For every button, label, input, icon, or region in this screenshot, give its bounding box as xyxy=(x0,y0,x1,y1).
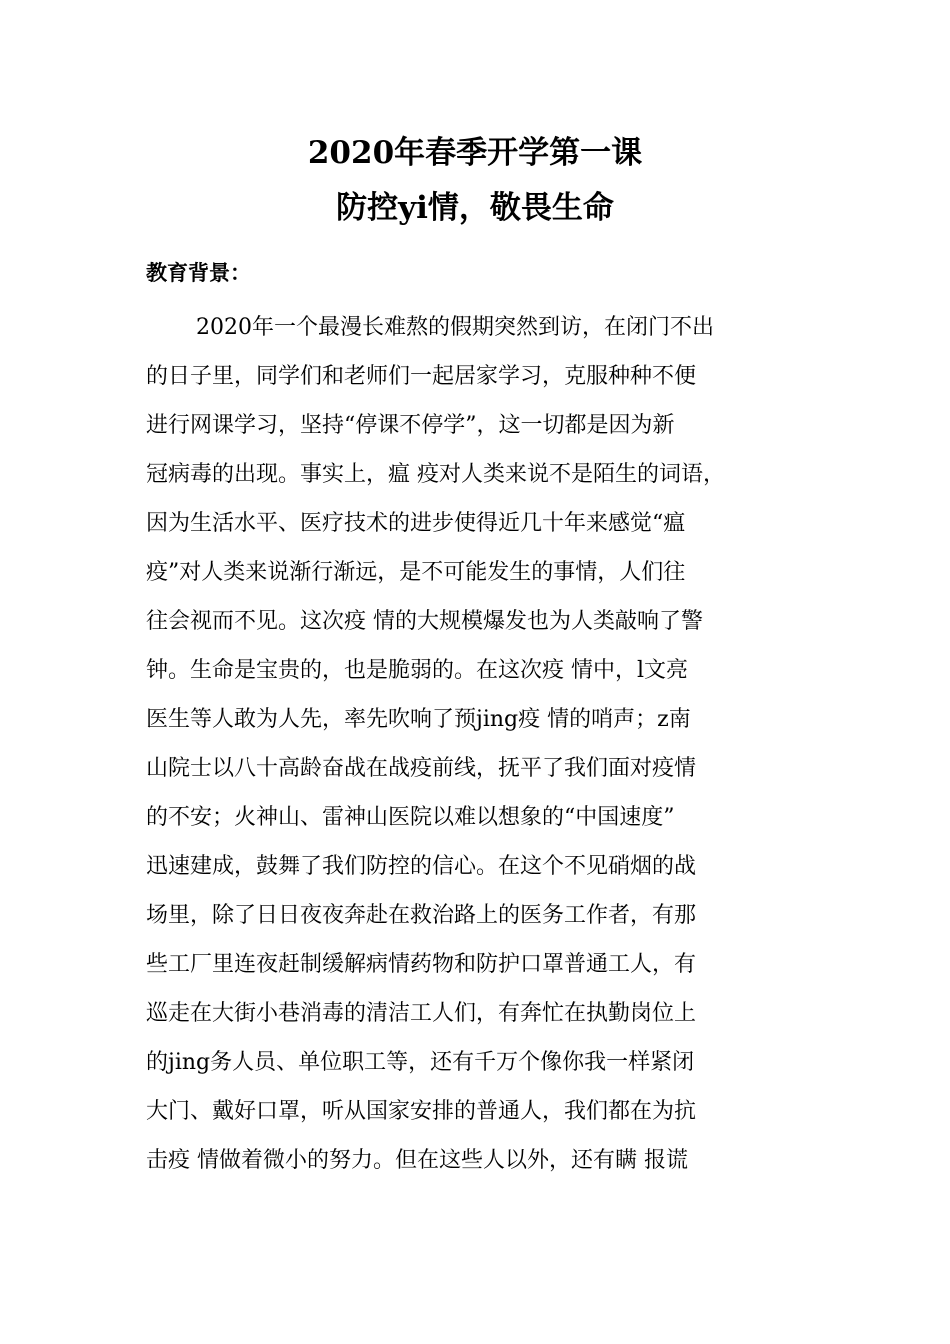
paragraph-line: 场里，除了日日夜夜奔赴在救治路上的医务工作者，有那 xyxy=(146,903,697,928)
paragraph-line: 医生等人敢为人先，率先吹响了预jing疫 情的哨声；z南 xyxy=(146,707,691,732)
paragraph-line: 的不安；火神山、雷神山医院以难以想象的“中国速度” xyxy=(146,805,675,830)
document-title: 2020年春季开学第一课 xyxy=(307,135,643,171)
paragraph-line: 钟。生命是宝贵的，也是脆弱的。在这次疫 情中，l文亮 xyxy=(146,658,689,683)
paragraph-line: 的日子里，同学们和老师们一起居家学习，克服种种不便 xyxy=(146,364,697,389)
paragraph-line: 往会视而不见。这次疫 情的大规模爆发也为人类敲响了警 xyxy=(146,609,703,634)
paragraph-line: 巡走在大街小巷消毒的清洁工人们，有奔忙在执勤岗位上 xyxy=(146,1001,697,1026)
paragraph-line: 大门、戴好口罩，听从国家安排的普通人，我们都在为抗 xyxy=(146,1099,697,1124)
paragraph-line: 疫”对人类来说渐行渐远，是不可能发生的事情，人们往 xyxy=(146,560,686,585)
paragraph-line: 2020年一个最漫长难熬的假期突然到访，在闭门不出 xyxy=(196,315,714,340)
section-heading: 教育背景： xyxy=(146,260,251,285)
paragraph-line: 些工厂里连夜赶制缓解病情药物和防护口罩普通工人，有 xyxy=(146,952,697,977)
paragraph-line: 的jing务人员、单位职工等，还有千万个像你我一样紧闭 xyxy=(146,1050,695,1075)
paragraph-line: 山院士以八十高龄奋战在战疫前线，抚平了我们面对疫情 xyxy=(146,756,697,781)
paragraph-line: 冠病毒的出现。事实上，瘟 疫对人类来说不是陌生的词语， xyxy=(146,462,725,487)
paragraph-line: 迅速建成，鼓舞了我们防控的信心。在这个不见硝烟的战 xyxy=(146,854,697,879)
document-subtitle: 防控yi情，敬畏生命 xyxy=(336,190,614,226)
paragraph-line: 进行网课学习，坚持“停课不停学”，这一切都是因为新 xyxy=(146,413,675,438)
paragraph-line: 因为生活水平、医疗技术的进步使得近几十年来感觉“瘟 xyxy=(146,511,686,536)
paragraph-line: 击疫 情做着微小的努力。但在这些人以外，还有瞒 报谎 xyxy=(146,1148,688,1173)
